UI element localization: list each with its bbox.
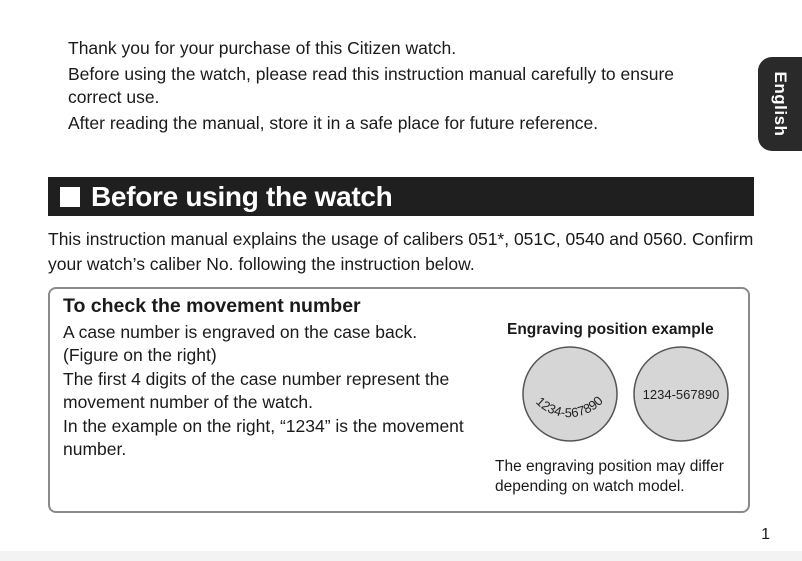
section-banner xyxy=(48,177,754,216)
engraving-note-text: The engraving position may differ depending on watch model. xyxy=(495,458,724,495)
language-tab xyxy=(758,57,802,151)
curved-engraving-text: 1234-567890 xyxy=(533,392,606,421)
intro-line-2: Before using the watch, please read this instruction manual carefully to ensure correct use. xyxy=(68,64,675,107)
intro-line-1: Thank you for your purchase of this Citizen watch. xyxy=(68,38,457,58)
footer-bar xyxy=(0,551,802,561)
box-paragraph-2: The first 4 digits of the case number represent the movement number of the watch. xyxy=(63,369,450,412)
section-title: Before using the watch xyxy=(91,180,393,212)
movement-number-box xyxy=(48,287,750,513)
box-body xyxy=(63,321,473,462)
box-paragraph-1: A case number is engraved on the case back. (Figure on the right) xyxy=(63,322,418,365)
case-back-curved-disc xyxy=(523,347,617,441)
engraving-example-title: Engraving position example xyxy=(507,321,714,338)
engraving-figure xyxy=(518,344,738,454)
language-tab-label: English xyxy=(771,71,790,137)
box-heading: To check the movement number xyxy=(63,295,361,317)
box-paragraph-3: In the example on the right, “1234” is the movement number. xyxy=(63,416,464,459)
section-lead xyxy=(48,227,758,277)
straight-engraving-text: 1234-567890 xyxy=(642,387,720,402)
intro-text xyxy=(68,37,728,138)
page-number: 1 xyxy=(761,526,770,543)
engraving-note xyxy=(495,457,755,497)
intro-line-3: After reading the manual, store it in a safe place for future reference. xyxy=(68,113,599,133)
square-bullet-icon xyxy=(60,187,80,207)
section-lead-text: This instruction manual explains the usage of calibers 051*, 051C, 0540 and 0560. Confirm your watch’s caliber No. following the instruction below. xyxy=(48,229,754,274)
